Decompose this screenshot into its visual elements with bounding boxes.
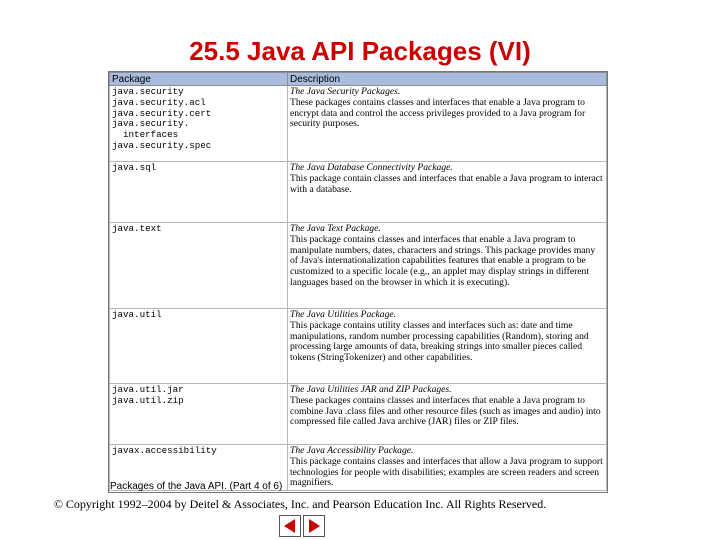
package-name: java.util bbox=[112, 309, 162, 320]
description-title: The Java Text Package. bbox=[290, 223, 381, 234]
description-title: The Java Accessibility Package. bbox=[290, 445, 414, 456]
previous-slide-button[interactable] bbox=[279, 515, 301, 537]
description-cell bbox=[288, 86, 607, 162]
description-title: The Java Security Packages. bbox=[290, 86, 401, 97]
table-row bbox=[110, 309, 607, 384]
package-name: java.text bbox=[112, 223, 162, 234]
package-cell bbox=[110, 384, 288, 445]
package-cell bbox=[110, 86, 288, 162]
column-header-package: Package bbox=[110, 73, 288, 86]
description-text: This package contains classes and interfaces that allow a Java program to support technologies for people with disabilities; examples are screen readers and screen magnifiers. bbox=[290, 455, 603, 489]
package-name: java.util.jar bbox=[112, 384, 184, 395]
description-cell bbox=[288, 309, 607, 384]
table-row bbox=[110, 384, 607, 445]
package-name: java.security.cert bbox=[112, 107, 212, 119]
package-name: interfaces bbox=[112, 129, 179, 141]
description-cell bbox=[288, 223, 607, 309]
package-name: java.sql bbox=[112, 162, 157, 173]
package-cell bbox=[110, 162, 288, 223]
description-cell bbox=[288, 162, 607, 223]
package-name: java.security.acl bbox=[112, 96, 206, 108]
description-text: These packages contains classes and interfaces that enable a Java program to encrypt data and control the access privileges provided to a Java program for security purposes. bbox=[290, 96, 586, 130]
package-name: java.security. bbox=[112, 118, 190, 130]
table-row bbox=[110, 162, 607, 223]
package-name: java.security.spec bbox=[112, 139, 212, 151]
description-title: The Java Utilities Package. bbox=[290, 309, 397, 320]
copyright-notice: © Copyright 1992–2004 by Deitel & Associates, Inc. and Pearson Education Inc. All Rights Reserved. bbox=[53, 497, 547, 511]
description-text: This package contains utility classes and interfaces such as: date and time manipulations, random number processing capabilities (Random), storing and processing large amounts of data, breaking strings into smaller pieces called tokens (StringTokenizer) and other capabilities. bbox=[290, 319, 589, 364]
package-name: java.security bbox=[112, 86, 184, 97]
table-caption: Packages of the Java API. (Part 4 of 6) bbox=[110, 481, 283, 492]
slide-title: 25.5 Java API Packages (VI) bbox=[189, 36, 531, 66]
package-name: javax.accessibility bbox=[112, 445, 217, 456]
package-name: java.util.zip bbox=[112, 394, 184, 406]
description-title: The Java Utilities JAR and ZIP Packages. bbox=[290, 384, 452, 395]
description-text: This package contain classes and interfaces that enable a Java program to interact with a database. bbox=[290, 172, 603, 195]
next-slide-button[interactable] bbox=[303, 515, 325, 537]
description-text: This package contains classes and interfaces that enable a Java program to manipulate numbers, dates, characters and strings. This package provides many of Java's internationalization capabilities features that enable a program to be customized to a specific locale (e.g., an applet may display strings in different languages based on the browser in which it is executing). bbox=[290, 233, 596, 288]
table-header-row bbox=[110, 73, 607, 86]
packages-table-container bbox=[108, 71, 608, 493]
packages-table bbox=[109, 72, 607, 491]
description-cell bbox=[288, 445, 607, 491]
description-text: These packages contains classes and interfaces that enable a Java program to combine Java .class files and other resource files (such as images and audio) into compressed file called Java archive (JAR) files or ZIP files. bbox=[290, 394, 601, 428]
package-cell bbox=[110, 309, 288, 384]
column-header-description: Description bbox=[288, 73, 607, 86]
table-row bbox=[110, 223, 607, 309]
package-cell bbox=[110, 223, 288, 309]
description-title: The Java Database Connectivity Package. bbox=[290, 162, 453, 173]
description-cell bbox=[288, 384, 607, 445]
triangle-right-icon bbox=[304, 516, 324, 536]
triangle-left-icon bbox=[280, 516, 300, 536]
table-row bbox=[110, 86, 607, 162]
